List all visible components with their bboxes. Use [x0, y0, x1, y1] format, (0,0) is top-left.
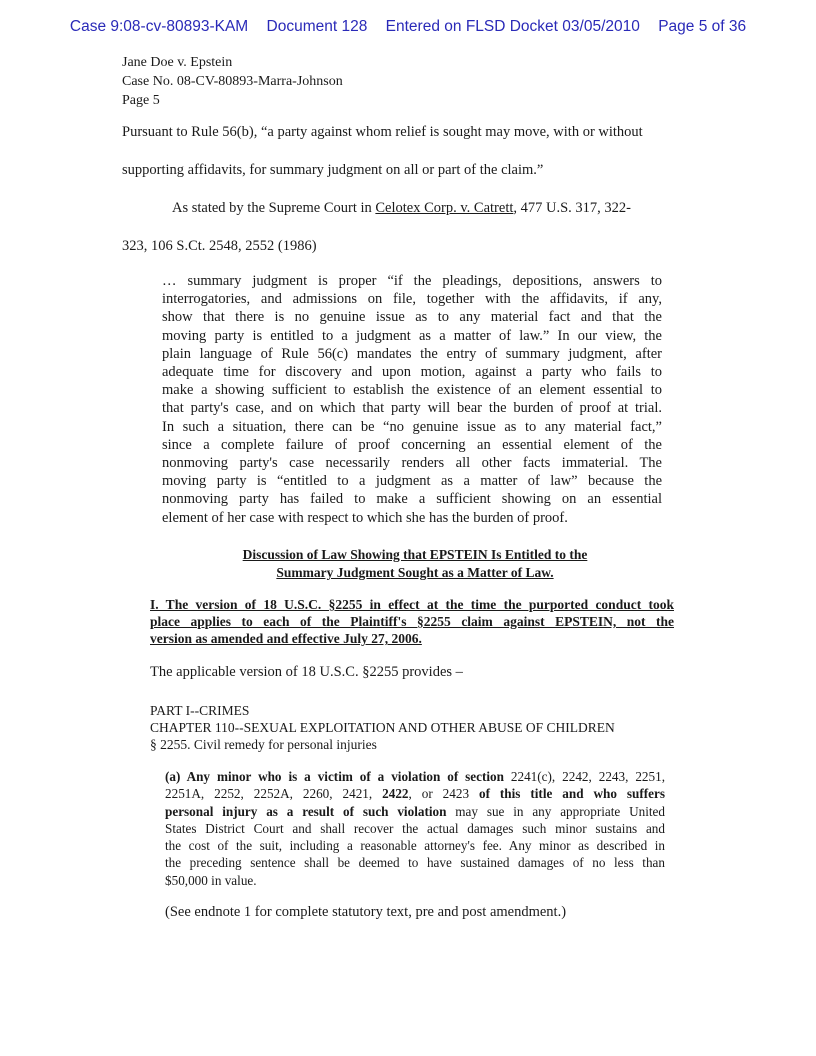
statute-bold: 2422 [382, 786, 409, 802]
statute-line [165, 785, 665, 802]
section-1-heading-line: place applies to each of the Plaintiff's §2255 claim against EPSTEIN, not the [150, 614, 674, 629]
statute-line: the preceding sentence shall be deemed to have sustained damages of no less than [165, 855, 665, 871]
statute-bold: personal injury as a result of such violation [165, 803, 447, 819]
stamp-document: Document 128 [266, 18, 368, 35]
quote-line: that party's case, and on which that party will bear the burden of proof at trial. [162, 400, 662, 417]
stamp-entered: Entered on FLSD Docket 03/05/2010 [385, 18, 640, 35]
statute-header [150, 702, 615, 753]
statute-text [165, 768, 665, 889]
statute-line: States District Court and shall recover the actual damages such minor sustains and [165, 820, 665, 836]
para2-line1 [172, 200, 700, 217]
quote-line: moving party is entitled to a judgment as a matter of law.” In our view, the [162, 327, 662, 344]
statute-bold: (a) Any minor who is a victim of a violation of section [165, 769, 504, 784]
para2-before: As stated by the Supreme Court in [172, 200, 376, 216]
statute-span: 2241(c), 2242, 2243, 2251, [503, 769, 666, 784]
quote-line: element of her case with respect to which she has the burden of proof. [162, 509, 568, 526]
statute-span: , or 2423 [408, 786, 479, 802]
docket-stamp [0, 18, 816, 36]
section-1-heading-line: I. The version of 18 U.S.C. §2255 in effect at the time the purported conduct took [150, 597, 674, 612]
applicable-version-text: The applicable version of 18 U.S.C. §2255 provides – [150, 664, 463, 680]
quote-line: plain language of Rule 56(c) mandates the entry of summary judgment, after [162, 345, 662, 362]
statute-section: § 2255. Civil remedy for personal injuries [150, 737, 377, 752]
statute-line [165, 768, 665, 785]
para2-line2: 323, 106 S.Ct. 2548, 2552 (1986) [122, 238, 317, 254]
quote-line: make a showing sufficient to establish the existence of an element essential to [162, 382, 662, 399]
statute-part: PART I--CRIMES [150, 703, 250, 718]
statute-span: 2251A, 2252, 2252A, 2260, 2421, [165, 786, 383, 802]
discussion-heading [150, 546, 680, 582]
stamp-case: Case 9:08-cv-80893-KAM [69, 18, 249, 35]
para2-after: , 477 U.S. 317, 322- [513, 200, 632, 216]
discussion-heading-line1: Discussion of Law Showing that EPSTEIN Is Entitled to the [242, 547, 588, 562]
quote-line: interrogatories, and admissions on file, together with the affidavits, if any, [162, 291, 662, 308]
block-quote [162, 272, 662, 527]
caption-parties: Jane Doe v. Epstein [122, 55, 233, 70]
quote-line: since a complete failure of proof concerning an essential element of the [162, 436, 662, 453]
quote-line: nonmoving party has failed to make a sufficient showing on an essential [162, 491, 662, 508]
stamp-page: Page 5 of 36 [658, 18, 747, 35]
statute-chapter: CHAPTER 110--SEXUAL EXPLOITATION AND OTHER ABUSE OF CHILDREN [150, 720, 615, 735]
statute-line [165, 803, 665, 820]
para1-line2: supporting affidavits, for summary judgment on all or part of the claim.” [122, 162, 544, 178]
statute-line: the cost of the suit, including a reasonable attorney's fee. Any minor as described in [165, 838, 665, 854]
quote-line: nonmoving party's case necessarily renders all other facts immaterial. The [162, 455, 662, 472]
quote-line: moving party is “entitled to a judgment as a matter of law” because the [162, 473, 662, 490]
quote-line: In such a situation, there can be “no genuine issue as to any material fact,” [162, 418, 662, 435]
quote-line: adequate time for discovery and upon motion, against a party who fails to [162, 364, 662, 381]
caption-page: Page 5 [122, 93, 160, 108]
statute-line: $50,000 in value. [165, 872, 257, 888]
statute-bold: of this title and who suffers [478, 786, 665, 802]
section-1-heading-line: version as amended and effective July 27, 2006. [150, 631, 422, 646]
statute-span: may sue in any appropriate United [446, 803, 665, 819]
caption-case-number: Case No. 08-CV-80893-Marra-Johnson [122, 74, 343, 89]
para1-line1: Pursuant to Rule 56(b), “a party against whom relief is sought may move, with or without [122, 124, 643, 140]
section-1-heading [150, 596, 674, 647]
discussion-heading-line2: Summary Judgment Sought as a Matter of Law. [276, 565, 554, 580]
case-caption [122, 53, 343, 110]
case-citation: Celotex Corp. v. Catrett [375, 200, 514, 216]
endnote-reference: (See endnote 1 for complete statutory text, pre and post amendment.) [165, 904, 567, 920]
quote-line: … summary judgment is proper “if the pleadings, depositions, answers to [162, 273, 662, 289]
quote-line: show that there is no genuine issue as to any material fact and that the [162, 309, 662, 326]
